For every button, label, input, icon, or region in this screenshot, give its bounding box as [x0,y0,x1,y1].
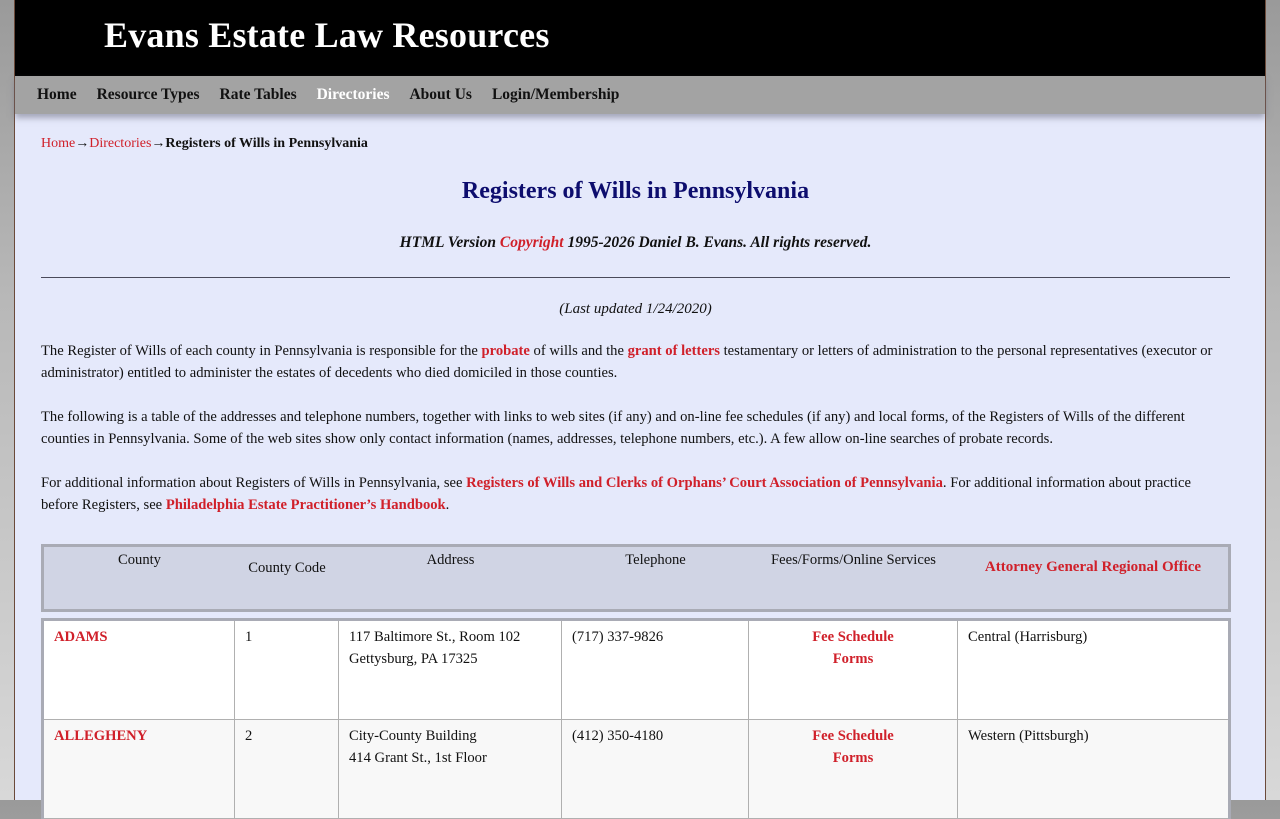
county-link[interactable]: ALLEGHENY [54,728,148,744]
copyright-notice [41,234,1230,252]
intro-text: testamentary or letters of administration to the personal representatives (executor or administrator) entitled to administer the estates of decedents who died domiciled in those counties. [41,343,1213,381]
last-updated: (Last updated 1/24/2020) [559,301,712,317]
county-link[interactable]: ADAMS [54,629,108,645]
intro-paragraph-2: The following is a table of the addresses and telephone numbers, together with links to web sites (if any) and on-line fee schedules (if any) and local forms, of the Registers of Wills of the different counties in Pennsylvania. Some of the web sites show only contact information (names, addresses, telephone numbers, etc.). A few allow on-line searches of probate records. [41,409,1185,447]
fee-schedule-link[interactable]: Fee Schedule [812,629,894,645]
telephone-cell: (717) 337-9826 [562,621,749,719]
practitioners-handbook-link[interactable]: Philadelphia Estate Practitioner’s Handbook [165,497,446,513]
column-header-county: County [118,552,161,568]
registers-association-link[interactable]: Registers of Wills and Clerks of Orphans’ Court Association of Pennsylvania [466,475,943,491]
nav-item-login-membership[interactable]: Login/Membership [491,86,620,103]
fees-forms-cell [749,621,958,719]
grant-of-letters-link[interactable]: grant of letters [627,343,720,359]
intro-text: of wills and the [529,343,628,359]
intro-text: The Register of Wills of each county in Pennsylvania is responsible for the [41,343,482,359]
table-row [44,720,1228,819]
county-code-cell: 1 [235,621,339,719]
masthead [15,0,1265,76]
main-content [15,136,1265,819]
copyright-link[interactable]: Copyright [499,234,564,251]
address-line-1: 117 Baltimore St., Room 102 [349,629,521,645]
address-line-1: City-County Building [349,728,477,744]
breadcrumb-home-link[interactable]: Home [41,136,76,151]
fee-schedule-link[interactable]: Fee Schedule [812,728,894,744]
ag-office-cell: Central (Harrisburg) [968,629,1088,645]
table-header [41,544,1231,612]
column-header-address: Address [426,552,475,568]
address-cell [339,720,562,818]
column-header-county-code: County Code [248,560,326,576]
breadcrumb-directories-link[interactable]: Directories [89,136,152,151]
intro-text: . [445,497,450,513]
forms-link[interactable]: Forms [832,750,874,766]
address-cell [339,621,562,719]
forms-link[interactable]: Forms [832,651,874,667]
intro-text: . For additional information about practice before Registers, see [41,475,1191,513]
nav-item-directories[interactable]: Directories [316,86,390,103]
probate-link[interactable]: probate [481,343,530,359]
address-line-2: 414 Grant St., 1st Floor [349,750,487,766]
breadcrumb-arrow-icon: → [151,136,166,151]
fees-forms-cell [749,720,958,818]
county-cell [44,720,235,818]
copyright-prefix: HTML Version [399,234,500,251]
column-header-telephone: Telephone [625,552,686,568]
breadcrumb-current: Registers of Wills in Pennsylvania [165,136,368,151]
site-title[interactable]: Evans Estate Law Resources [104,15,550,55]
main-nav [15,76,1265,114]
intro-text: For additional information about Registers of Wills in Pennsylvania, see [41,475,467,491]
address-line-2: Gettysburg, PA 17325 [349,651,478,667]
nav-item-resource-types[interactable]: Resource Types [96,86,200,103]
copyright-suffix: 1995-2026 Daniel B. Evans. All rights reserved. [563,234,872,251]
intro-paragraph-3 [41,472,1230,516]
breadcrumb-arrow-icon: → [75,136,90,151]
page-container [14,0,1266,800]
table-row [44,621,1228,720]
registers-table [41,618,1231,819]
page-title: Registers of Wills in Pennsylvania [461,178,810,204]
breadcrumb [41,136,1230,152]
nav-item-about-us[interactable]: About Us [409,86,472,103]
column-header-fees-forms: Fees/Forms/Online Services [771,552,936,568]
ag-office-cell: Western (Pittsburgh) [968,728,1089,744]
divider [41,277,1230,278]
nav-item-rate-tables[interactable]: Rate Tables [219,86,297,103]
intro-paragraph-1 [41,340,1230,384]
nav-item-home[interactable]: Home [37,86,77,103]
column-header-ag-office[interactable]: Attorney General Regional Office [984,559,1202,575]
telephone-cell: (412) 350-4180 [562,720,749,818]
county-cell [44,621,235,719]
county-code-cell: 2 [235,720,339,818]
